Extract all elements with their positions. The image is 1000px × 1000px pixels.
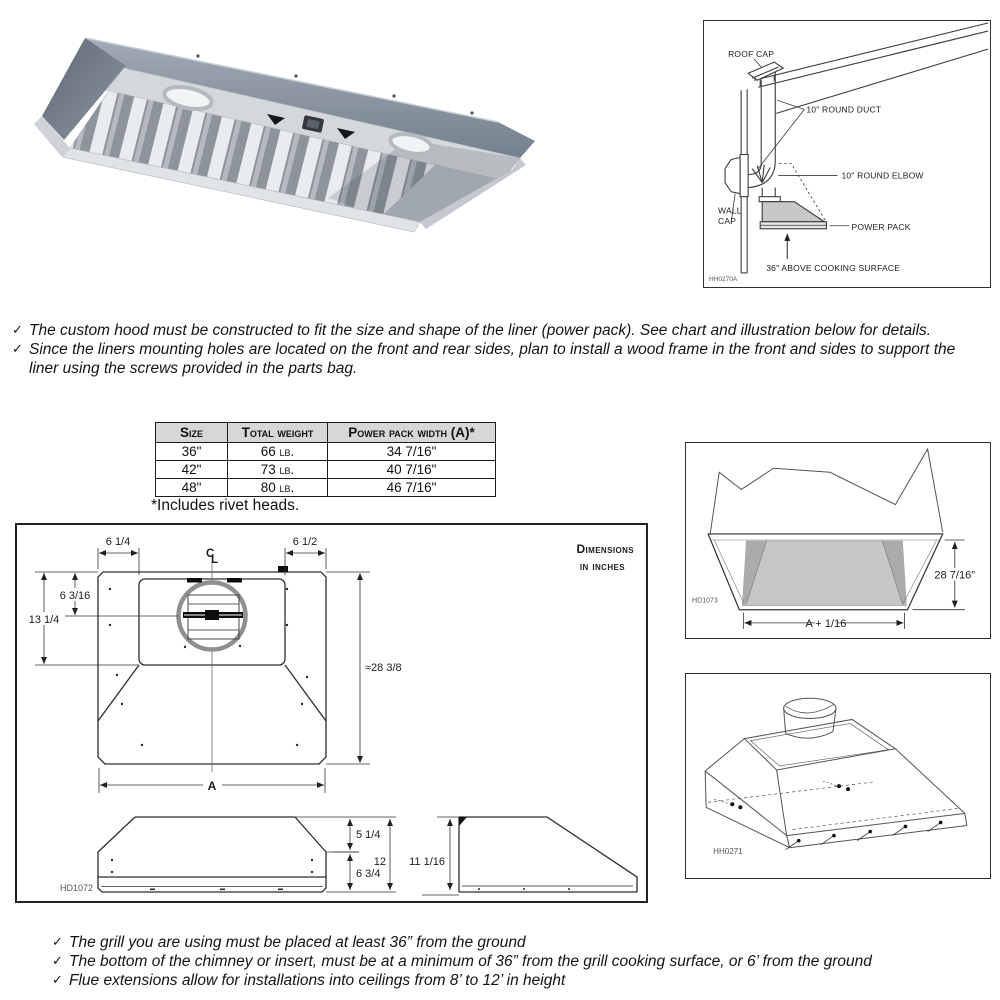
- notes-bottom: [52, 933, 957, 990]
- liner-fit-box: [685, 442, 991, 639]
- dim-6-1-4: 6 1/4: [105, 536, 131, 548]
- side-view: [459, 817, 637, 892]
- cell: 40 7/16": [328, 461, 496, 479]
- centerline-l: L: [211, 554, 219, 566]
- check-icon: ✓: [12, 323, 23, 338]
- figure-id-hh0270a: HH0270A: [709, 275, 738, 283]
- liner-photo: [28, 10, 585, 238]
- dim-6-3-4: 6 3/4: [356, 868, 381, 880]
- table-row: [156, 443, 496, 461]
- power-pack-label: POWER PACK: [851, 221, 911, 232]
- check-icon: ✓: [52, 973, 63, 988]
- front-view: [98, 817, 326, 892]
- dim-28-7-16: 28 7/16": [934, 569, 976, 582]
- dim-6-1-2: 6 1/2: [292, 536, 318, 548]
- dim-a: A: [207, 779, 217, 793]
- cell: 48": [156, 479, 228, 497]
- round-elbow-label: 10" ROUND ELBOW: [841, 170, 924, 181]
- dims-note-2: in inches: [579, 559, 625, 573]
- table-header-row: [156, 423, 496, 443]
- liner-photo-illustration: [28, 10, 585, 238]
- table-footnote: *Includes rivet heads.: [151, 497, 300, 514]
- note-text: The bottom of the chimney or insert, must be at a minimum of 36” from the grill cooking surface, or 6’ from the ground: [69, 953, 872, 970]
- check-icon: ✓: [52, 935, 63, 950]
- install-diagram: [704, 21, 990, 287]
- col-weight: Total weight: [228, 423, 328, 443]
- liner-opening: [742, 541, 906, 606]
- spec-table: [155, 422, 496, 497]
- dims-note-1: Dimensions: [576, 542, 634, 556]
- dim-12: 12: [373, 856, 386, 868]
- note-text: The custom hood must be constructed to fit the size and shape of the liner (power pack). See chart and illustration below for details.: [29, 322, 932, 339]
- front-dim-lines: [295, 817, 396, 892]
- custom-hood-outline: [710, 449, 943, 534]
- cell: 42": [156, 461, 228, 479]
- dim-6-3-16: 6 3/16: [59, 590, 91, 602]
- dim-11-1-16: 11 1/16: [409, 856, 445, 868]
- table-row: [156, 461, 496, 479]
- note-item: [52, 933, 957, 952]
- wall-cap-label-2: CAP: [718, 215, 737, 226]
- cell: 73 lb.: [228, 461, 328, 479]
- liner-screws: [730, 784, 942, 850]
- note-text: Since the liners mounting holes are located on the front and rear sides, plan to install a wood frame in the front and sides to support the liner using the screws provided in the parts bag.: [29, 341, 956, 377]
- plan-view: [98, 561, 326, 772]
- check-icon: ✓: [52, 954, 63, 969]
- dim-28-3-8: ≈28 3/8: [365, 662, 402, 674]
- note-item: [52, 971, 957, 990]
- install-diagram-box: [703, 20, 991, 288]
- side-rivets: [478, 888, 570, 890]
- dim-13-1-4: 13 1/4: [28, 614, 60, 626]
- cell: 80 lb.: [228, 479, 328, 497]
- note-text: The grill you are using must be placed at least 36” from the ground: [69, 934, 526, 951]
- wall-cap-label-1: WALL: [718, 205, 742, 216]
- notes-top: [12, 321, 984, 378]
- hood-3d-diagram: [686, 674, 990, 878]
- centerline-c: C: [206, 548, 215, 560]
- col-width: Power pack width (A)*: [328, 423, 496, 443]
- spec-table-wrap: [155, 422, 496, 497]
- side-corner-mark: [459, 817, 467, 826]
- dim-a-plus: A + 1/16: [805, 617, 847, 630]
- cell: 46 7/16": [328, 479, 496, 497]
- diagram-lines: [725, 23, 988, 273]
- figure-id-hd1072: HD1072: [60, 883, 94, 893]
- liner-fit-diagram: [686, 443, 990, 638]
- table-row: [156, 479, 496, 497]
- col-size: Size: [156, 423, 228, 443]
- dimension-drawing-box: [15, 523, 648, 903]
- cell: 34 7/16": [328, 443, 496, 461]
- dimension-drawing: [17, 525, 646, 901]
- note-text: Flue extensions allow for installations into ceilings from 8’ to 12’ in height: [69, 972, 566, 989]
- cell: 66 lb.: [228, 443, 328, 461]
- figure-id-hh0271: HH0271: [713, 846, 743, 856]
- note-item: [12, 321, 984, 340]
- round-duct-label: 10" ROUND DUCT: [806, 104, 882, 115]
- roof-cap-label: ROOF CAP: [728, 49, 775, 60]
- note-item: [52, 952, 957, 971]
- front-rivets: [111, 859, 313, 890]
- note-item: [12, 340, 984, 378]
- dim-5-1-4: 5 1/4: [356, 829, 381, 841]
- figure-id-hd1073: HD1073: [692, 597, 718, 605]
- check-icon: ✓: [12, 342, 23, 357]
- cell: 36": [156, 443, 228, 461]
- hood-3d-box: [685, 673, 991, 879]
- cooking-clearance-label: 36" ABOVE COOKING SURFACE: [766, 262, 901, 273]
- hood-3d-lines: [705, 698, 967, 847]
